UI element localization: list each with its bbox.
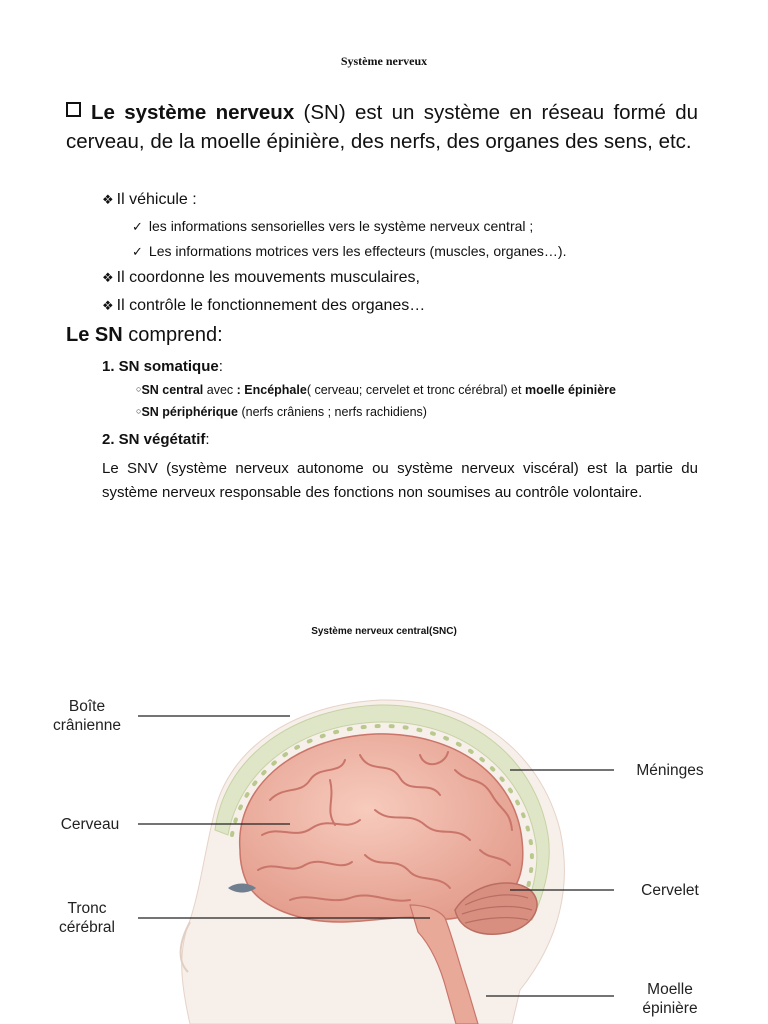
circle-bullet-icon: ○ bbox=[136, 384, 142, 394]
central-text: avec bbox=[203, 383, 237, 397]
list-item bbox=[136, 405, 427, 419]
list-item-text: les informations sensorielles vers le système nerveux central ; bbox=[148, 218, 534, 234]
vehicule-label bbox=[102, 191, 197, 209]
subsection-title: 2. SN végétatif bbox=[102, 431, 206, 448]
subsection-title: 1. SN somatique bbox=[102, 358, 219, 375]
encephale-text: ( cerveau; cervelet et tronc cérébral) et bbox=[306, 383, 525, 397]
list-item-text: Il contrôle le fonctionnement des organes… bbox=[116, 297, 426, 314]
list-item bbox=[132, 243, 566, 260]
label-line: crânienne bbox=[52, 717, 122, 734]
vehicule-text: Il véhicule : bbox=[116, 191, 197, 208]
figure-title: Système nerveux central(SNC) bbox=[311, 626, 457, 637]
encephale-bold: : Encéphale bbox=[236, 383, 307, 397]
subsection-colon: : bbox=[218, 358, 223, 375]
central-bold: SN central bbox=[141, 383, 204, 397]
subsection-somatique bbox=[102, 358, 223, 375]
moelle-bold: moelle épinière bbox=[524, 383, 616, 397]
snv-paragraph: Le SNV (système nerveux autonome ou système nerveux viscéral) est la partie du système nerveux responsable des fonctions non soumises au contrôle volontaire. bbox=[102, 460, 698, 501]
peripherique-text: (nerfs crâniens ; nerfs rachidiens) bbox=[237, 405, 427, 419]
intro-bold: Le système nerveux bbox=[91, 101, 295, 124]
subsection-vegetatif bbox=[102, 431, 210, 448]
label-line: Boîte bbox=[68, 698, 106, 715]
section-heading-bold: Le SN bbox=[66, 324, 123, 346]
label-cervelet: Cervelet bbox=[641, 882, 699, 899]
label-line: Moelle bbox=[647, 981, 693, 998]
diamond-bullet-icon: ❖ bbox=[102, 192, 114, 207]
label-meninges: Méninges bbox=[636, 762, 704, 779]
label-tronc-cerebral bbox=[44, 899, 130, 937]
list-item-text: Les informations motrices vers les effecteurs (muscles, organes…). bbox=[148, 243, 567, 259]
list-item bbox=[102, 269, 420, 287]
section-heading-text: comprend: bbox=[122, 324, 223, 346]
label-line: cérébral bbox=[59, 919, 115, 936]
list-item-text: Il coordonne les mouvements musculaires, bbox=[116, 269, 420, 286]
document-title: Système nerveux bbox=[340, 54, 428, 68]
circle-bullet-icon: ○ bbox=[136, 406, 142, 416]
check-icon: ✓ bbox=[132, 244, 143, 259]
label-moelle-epiniere bbox=[620, 980, 720, 1018]
diamond-bullet-icon: ❖ bbox=[102, 298, 114, 313]
checkbox-bullet-icon bbox=[66, 102, 81, 117]
intro-text: (SN) est un système en réseau formé du cerveau, de la moelle épinière, des nerfs, des organes des sens, etc. bbox=[66, 101, 698, 153]
peripherique-bold: SN périphérique bbox=[141, 405, 238, 419]
subsection-colon: : bbox=[205, 431, 210, 448]
label-line: épinière bbox=[642, 1000, 698, 1017]
label-line: Tronc bbox=[67, 900, 107, 917]
intro-paragraph bbox=[66, 98, 698, 156]
diamond-bullet-icon: ❖ bbox=[102, 270, 114, 285]
label-cerveau: Cerveau bbox=[60, 816, 120, 833]
list-item bbox=[136, 383, 616, 397]
check-icon: ✓ bbox=[132, 219, 143, 234]
list-item bbox=[132, 218, 533, 235]
label-boite-cranienne bbox=[44, 697, 130, 735]
list-item bbox=[102, 297, 425, 315]
section-heading bbox=[66, 324, 223, 347]
